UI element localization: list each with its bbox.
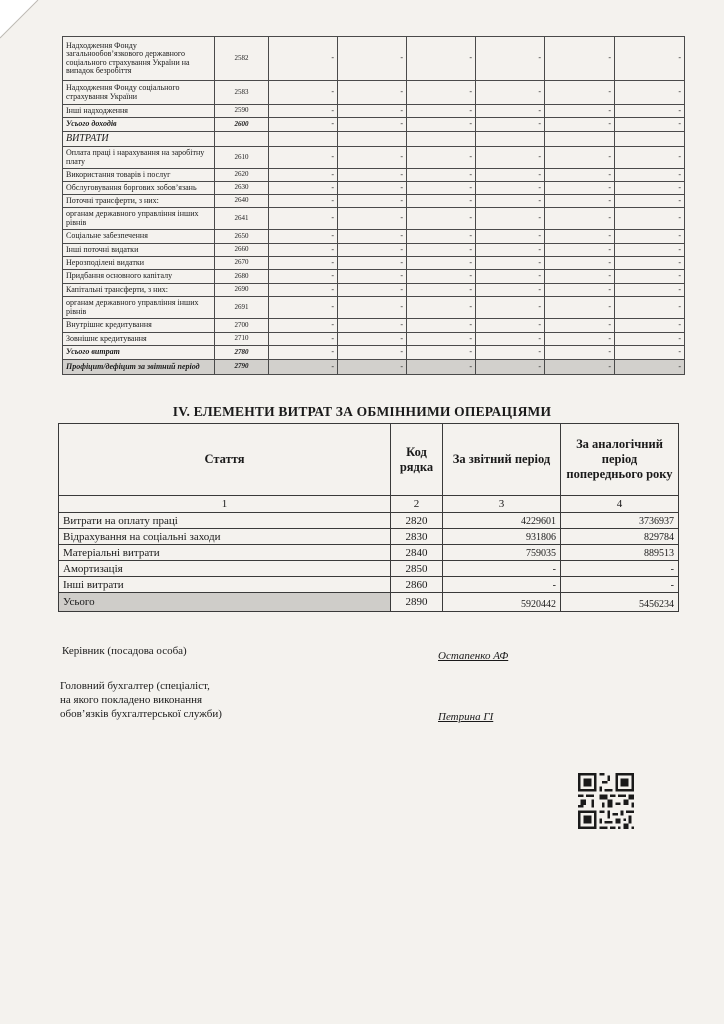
row-label: Інші надходження <box>63 105 215 118</box>
row-value: - <box>338 346 407 360</box>
row-value: - <box>615 147 685 169</box>
row-value <box>545 132 615 147</box>
table-row <box>63 360 685 375</box>
row-value: - <box>338 244 407 257</box>
table-row <box>63 147 685 169</box>
row-value: - <box>407 319 476 333</box>
row-value: - <box>338 118 407 132</box>
header-current: За звітний період <box>443 424 561 496</box>
table-row <box>63 37 685 81</box>
table-row <box>63 244 685 257</box>
row-value: - <box>615 118 685 132</box>
row-value: - <box>545 182 615 195</box>
row-value: - <box>338 270 407 284</box>
row-value: - <box>407 346 476 360</box>
row-value: - <box>615 81 685 105</box>
row-value: - <box>407 230 476 244</box>
row-value: - <box>545 284 615 297</box>
row-value: - <box>476 147 545 169</box>
row-current-value: - <box>443 561 561 577</box>
row-value: - <box>476 257 545 270</box>
row-value: - <box>615 319 685 333</box>
row-code: 2700 <box>215 319 269 333</box>
row-value: - <box>615 297 685 319</box>
row-value: - <box>615 182 685 195</box>
row-value: - <box>338 81 407 105</box>
row-value: - <box>407 333 476 346</box>
row-value: - <box>269 230 338 244</box>
row-value: - <box>269 208 338 230</box>
row-value: - <box>269 37 338 81</box>
row-value: - <box>407 105 476 118</box>
table-row <box>59 593 679 612</box>
row-value: - <box>545 244 615 257</box>
row-label: Надходження Фонду соціального страхування України <box>63 81 215 105</box>
row-label: Соціальне забезпечення <box>63 230 215 244</box>
row-value: - <box>269 195 338 208</box>
row-value: - <box>545 208 615 230</box>
row-label: органам державного управління інших рівнів <box>63 297 215 319</box>
expense-elements-table <box>58 423 679 612</box>
row-value: - <box>269 333 338 346</box>
row-value: - <box>476 360 545 375</box>
row-label: Усього <box>59 593 391 612</box>
row-value: - <box>476 319 545 333</box>
row-code: 2590 <box>215 105 269 118</box>
table-row <box>63 132 685 147</box>
row-code <box>215 132 269 147</box>
row-value: - <box>545 346 615 360</box>
row-value: - <box>338 257 407 270</box>
row-previous-value: - <box>561 577 679 593</box>
row-label: органам державного управління інших рівнів <box>63 208 215 230</box>
row-code: 2890 <box>391 593 443 612</box>
row-value: - <box>407 182 476 195</box>
row-label: Поточні трансферти, з них: <box>63 195 215 208</box>
row-value: - <box>476 230 545 244</box>
row-value: - <box>615 284 685 297</box>
row-value: - <box>338 297 407 319</box>
row-value: - <box>338 360 407 375</box>
table-row <box>63 182 685 195</box>
row-value: - <box>615 195 685 208</box>
row-label: Надходження Фонду загальнообов’язкового державного соціального страхування України на випадок безробіття <box>63 37 215 81</box>
row-value: - <box>476 182 545 195</box>
row-value: - <box>269 118 338 132</box>
table-row <box>59 529 679 545</box>
row-value: - <box>407 244 476 257</box>
row-value: - <box>545 118 615 132</box>
row-code: 2641 <box>215 208 269 230</box>
row-current-value: 931806 <box>443 529 561 545</box>
row-code: 2710 <box>215 333 269 346</box>
table-row <box>63 284 685 297</box>
row-code: 2640 <box>215 195 269 208</box>
table-row <box>63 230 685 244</box>
row-value: - <box>269 169 338 182</box>
row-value: - <box>269 81 338 105</box>
row-value: - <box>615 333 685 346</box>
row-value: - <box>269 297 338 319</box>
row-code: 2630 <box>215 182 269 195</box>
row-value: - <box>269 257 338 270</box>
table-row <box>59 561 679 577</box>
row-value: - <box>545 37 615 81</box>
row-value: - <box>545 270 615 284</box>
accountant-name: Петрина ГІ <box>438 711 494 723</box>
row-value: - <box>407 360 476 375</box>
table-row <box>63 333 685 346</box>
table-row <box>63 118 685 132</box>
row-code: 2650 <box>215 230 269 244</box>
row-label: Внутрішнє кредитування <box>63 319 215 333</box>
row-value: - <box>407 147 476 169</box>
column-index: 1 <box>59 496 391 513</box>
row-value: - <box>476 118 545 132</box>
row-label: Придбання основного капіталу <box>63 270 215 284</box>
row-value: - <box>476 208 545 230</box>
row-label: Інші витрати <box>59 577 391 593</box>
table-row <box>63 195 685 208</box>
row-value: - <box>476 270 545 284</box>
row-label: Усього доходів <box>63 118 215 132</box>
row-label: ВИТРАТИ <box>63 132 215 147</box>
table-row <box>63 319 685 333</box>
row-value: - <box>407 37 476 81</box>
row-code: 2582 <box>215 37 269 81</box>
income-expense-table <box>62 36 685 375</box>
row-code: 2860 <box>391 577 443 593</box>
table-row <box>63 105 685 118</box>
row-previous-value: 889513 <box>561 545 679 561</box>
row-value: - <box>545 81 615 105</box>
row-code: 2690 <box>215 284 269 297</box>
column-index-row <box>59 496 679 513</box>
row-value: - <box>476 195 545 208</box>
row-previous-value: 5456234 <box>561 593 679 612</box>
row-value <box>338 132 407 147</box>
section-4-title: IV. ЕЛЕМЕНТИ ВИТРАТ ЗА ОБМІННИМИ ОПЕРАЦІЯМИ <box>172 404 552 419</box>
row-label: Використання товарів і послуг <box>63 169 215 182</box>
row-value: - <box>269 105 338 118</box>
row-label: Обслуговування боргових зобов’язань <box>63 182 215 195</box>
table-row <box>59 577 679 593</box>
row-code: 2790 <box>215 360 269 375</box>
folded-corner <box>0 0 40 40</box>
table-row <box>63 257 685 270</box>
row-label: Амортизація <box>59 561 391 577</box>
row-value: - <box>338 284 407 297</box>
row-value: - <box>269 346 338 360</box>
table-row <box>63 270 685 284</box>
row-value: - <box>407 208 476 230</box>
table-row <box>59 545 679 561</box>
row-value: - <box>615 208 685 230</box>
row-value: - <box>476 244 545 257</box>
table-row <box>63 297 685 319</box>
row-label: Інші поточні видатки <box>63 244 215 257</box>
row-value: - <box>269 284 338 297</box>
header-code: Код рядка <box>391 424 443 496</box>
head-label: Керівник (посадова особа) <box>62 645 187 657</box>
row-value: - <box>407 195 476 208</box>
row-value: - <box>476 333 545 346</box>
row-value: - <box>269 147 338 169</box>
row-value: - <box>407 284 476 297</box>
row-label: Матеріальні витрати <box>59 545 391 561</box>
table-row <box>63 346 685 360</box>
row-current-value: 759035 <box>443 545 561 561</box>
accountant-label <box>60 680 222 721</box>
row-value: - <box>545 297 615 319</box>
row-value: - <box>476 346 545 360</box>
row-value: - <box>545 319 615 333</box>
row-value: - <box>269 360 338 375</box>
header-previous: За аналогічний період попереднього року <box>561 424 679 496</box>
row-value: - <box>407 169 476 182</box>
row-value: - <box>615 360 685 375</box>
row-label: Витрати на оплату праці <box>59 513 391 529</box>
row-value: - <box>476 105 545 118</box>
column-index: 3 <box>443 496 561 513</box>
accountant-label-line-3: обов’язків бухгалтерської служби) <box>60 707 222 720</box>
row-label: Усього витрат <box>63 346 215 360</box>
qr-code-icon <box>578 773 634 829</box>
row-code: 2620 <box>215 169 269 182</box>
row-value: - <box>338 195 407 208</box>
row-value <box>615 132 685 147</box>
row-value: - <box>338 169 407 182</box>
row-value: - <box>407 118 476 132</box>
row-value: - <box>338 333 407 346</box>
row-code: 2850 <box>391 561 443 577</box>
row-value: - <box>407 81 476 105</box>
row-code: 2610 <box>215 147 269 169</box>
row-value: - <box>476 37 545 81</box>
row-value: - <box>338 147 407 169</box>
row-value: - <box>338 182 407 195</box>
column-index: 4 <box>561 496 679 513</box>
row-value: - <box>338 230 407 244</box>
row-code: 2680 <box>215 270 269 284</box>
row-value: - <box>615 105 685 118</box>
row-previous-value: 829784 <box>561 529 679 545</box>
row-value <box>407 132 476 147</box>
row-label: Профіцит/дефіцит за звітний період <box>63 360 215 375</box>
row-value: - <box>269 270 338 284</box>
row-value: - <box>545 333 615 346</box>
row-code: 2840 <box>391 545 443 561</box>
row-value: - <box>338 37 407 81</box>
row-value: - <box>545 230 615 244</box>
row-code: 2830 <box>391 529 443 545</box>
column-index: 2 <box>391 496 443 513</box>
row-code: 2583 <box>215 81 269 105</box>
row-value: - <box>476 169 545 182</box>
row-value: - <box>545 169 615 182</box>
row-value: - <box>615 244 685 257</box>
row-value: - <box>545 105 615 118</box>
row-label: Капітальні трансферти, з них: <box>63 284 215 297</box>
table-row <box>63 81 685 105</box>
row-value <box>476 132 545 147</box>
row-label: Нерозподілені видатки <box>63 257 215 270</box>
row-value: - <box>615 37 685 81</box>
row-value: - <box>545 360 615 375</box>
row-code: 2691 <box>215 297 269 319</box>
row-current-value: 5920442 <box>443 593 561 612</box>
row-value: - <box>615 257 685 270</box>
row-value: - <box>476 284 545 297</box>
table-row <box>59 513 679 529</box>
row-value: - <box>407 270 476 284</box>
row-code: 2820 <box>391 513 443 529</box>
accountant-label-line-1: Головний бухгалтер (спеціаліст, <box>60 680 210 692</box>
row-value: - <box>407 297 476 319</box>
row-code: 2660 <box>215 244 269 257</box>
row-value: - <box>615 270 685 284</box>
row-label: Оплата праці і нарахування на заробітну плату <box>63 147 215 169</box>
row-current-value: 4229601 <box>443 513 561 529</box>
row-value: - <box>615 169 685 182</box>
row-value: - <box>545 147 615 169</box>
row-value: - <box>269 319 338 333</box>
row-code: 2600 <box>215 118 269 132</box>
row-code: 2670 <box>215 257 269 270</box>
row-value: - <box>338 208 407 230</box>
row-value: - <box>407 257 476 270</box>
row-value: - <box>615 230 685 244</box>
table-row <box>63 208 685 230</box>
row-current-value: - <box>443 577 561 593</box>
header-article: Стаття <box>59 424 391 496</box>
row-value: - <box>338 319 407 333</box>
row-value: - <box>338 105 407 118</box>
row-code: 2780 <box>215 346 269 360</box>
table-row <box>63 169 685 182</box>
row-value: - <box>269 182 338 195</box>
row-value: - <box>545 257 615 270</box>
row-previous-value: 3736937 <box>561 513 679 529</box>
row-value <box>269 132 338 147</box>
row-label: Зовнішнє кредитування <box>63 333 215 346</box>
head-name: Остапенко АФ <box>438 650 509 662</box>
row-value: - <box>615 346 685 360</box>
accountant-label-line-2: на якого покладено виконання <box>60 693 203 706</box>
row-value: - <box>476 81 545 105</box>
row-previous-value: - <box>561 561 679 577</box>
row-value: - <box>269 244 338 257</box>
row-value: - <box>476 297 545 319</box>
row-label: Відрахування на соціальні заходи <box>59 529 391 545</box>
row-value: - <box>545 195 615 208</box>
